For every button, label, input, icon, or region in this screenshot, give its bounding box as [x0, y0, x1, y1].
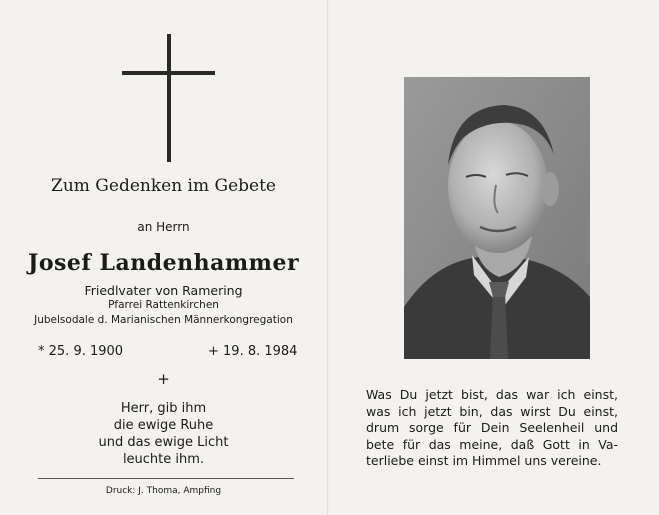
prayer — [0, 400, 327, 468]
left-panel — [0, 0, 327, 515]
cross-icon-bar — [122, 71, 215, 75]
verse-line: bete für das meine, daß Gott in Va- — [366, 436, 618, 452]
prayer-line: und das ewige Licht — [98, 435, 229, 450]
divider-cross-icon: + — [157, 370, 170, 388]
divider-line — [38, 478, 294, 479]
prayer-line: die ewige Ruhe — [113, 418, 214, 433]
printer-credit: Druck: J. Thoma, Ampfing — [105, 486, 222, 496]
cross-icon — [167, 34, 171, 162]
birth-date: * 25. 9. 1900 — [38, 344, 124, 359]
verse — [366, 387, 618, 470]
deceased-name: Josef Landenhammer — [27, 250, 300, 276]
verse-line: Was Du jetzt bist, das war ich einst, — [366, 387, 618, 402]
association: Jubelsodale d. Marianischen Männerkongregation — [34, 314, 293, 326]
verse-line: was ich jetzt bin, das wirst Du einst, — [366, 403, 618, 419]
verse-line: drum sorge für Dein Seelenheil und — [366, 420, 618, 435]
death-date: + 19. 8. 1984 — [208, 344, 298, 359]
prayer-line: leuchte ihm. — [122, 452, 205, 467]
heading: Zum Gedenken im Gebete — [51, 176, 276, 196]
honorific: an Herrn — [137, 220, 190, 234]
prayer-line: Herr, gib ihm — [120, 401, 207, 416]
role: Friedlvater von Ramering — [84, 283, 243, 298]
portrait-photo — [404, 77, 590, 359]
parish: Pfarrei Rattenkirchen — [108, 299, 219, 311]
verse-line: terliebe einst im Himmel uns vereine. — [366, 453, 602, 468]
